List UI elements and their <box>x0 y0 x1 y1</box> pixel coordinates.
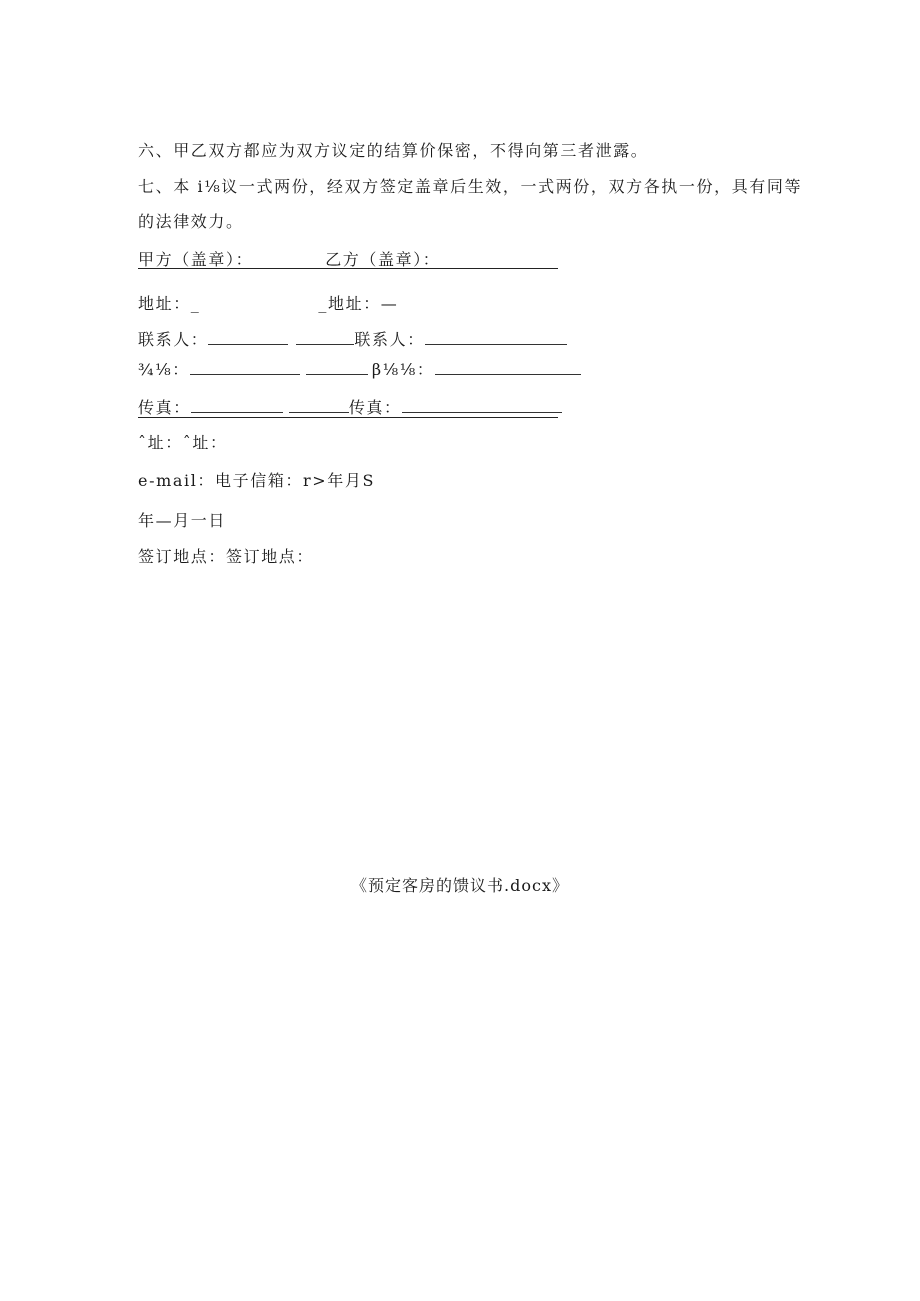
fax-b-blank <box>402 398 562 413</box>
clause-seven-line2: 的法律效力。 <box>138 212 244 231</box>
clause-six: 六、甲乙双方都应为双方议定的结算价保密，不得向第三者泄露。 <box>138 141 649 160</box>
phone-mid-blank <box>306 360 368 375</box>
phone-a-blank <box>190 360 300 375</box>
place-row: 签订地点：签订地点： <box>138 547 315 566</box>
contact-b-label: 联系人： <box>354 330 425 349</box>
email-row: e-mail：电子信箱：r>年月S <box>138 471 376 490</box>
clause-seven-line1: 七、本 i⅛议一式两份，经双方签定盖章后生效，一式两份，双方各执一份，具有同等 <box>138 177 803 196</box>
fax-underline <box>138 417 558 418</box>
zip-row: ˆ址：ˆ址： <box>138 433 228 452</box>
address-row <box>138 294 398 314</box>
phone-b-label: β⅛⅛： <box>371 360 435 379</box>
contact-mid-blank <box>296 330 354 345</box>
fax-a-label: 传真： <box>138 398 191 417</box>
phone-a-label: ¾⅛： <box>138 360 190 379</box>
contact-b-blank <box>425 330 567 345</box>
fax-a-blank <box>191 398 283 413</box>
contact-a-blank <box>208 330 288 345</box>
document-filename: 《预定客房的馈议书.docx》 <box>351 876 569 895</box>
party-b-seal-label: 乙方（盖章）： <box>325 250 441 269</box>
party-a-seal-label: 甲方（盖章）： <box>138 250 254 269</box>
fax-mid-blank <box>289 398 349 413</box>
address-b-label: _地址：— <box>318 294 399 313</box>
seal-row <box>138 250 440 270</box>
address-a-label: 地址：_ <box>138 294 201 313</box>
date-row: 年—月一日 <box>138 511 227 530</box>
contact-row <box>138 330 567 350</box>
fax-b-label: 传真： <box>348 398 402 417</box>
fax-row <box>138 398 562 418</box>
seal-underline <box>138 268 558 269</box>
phone-row <box>138 360 581 380</box>
phone-b-blank <box>435 360 581 375</box>
contact-a-label: 联系人： <box>138 330 209 349</box>
